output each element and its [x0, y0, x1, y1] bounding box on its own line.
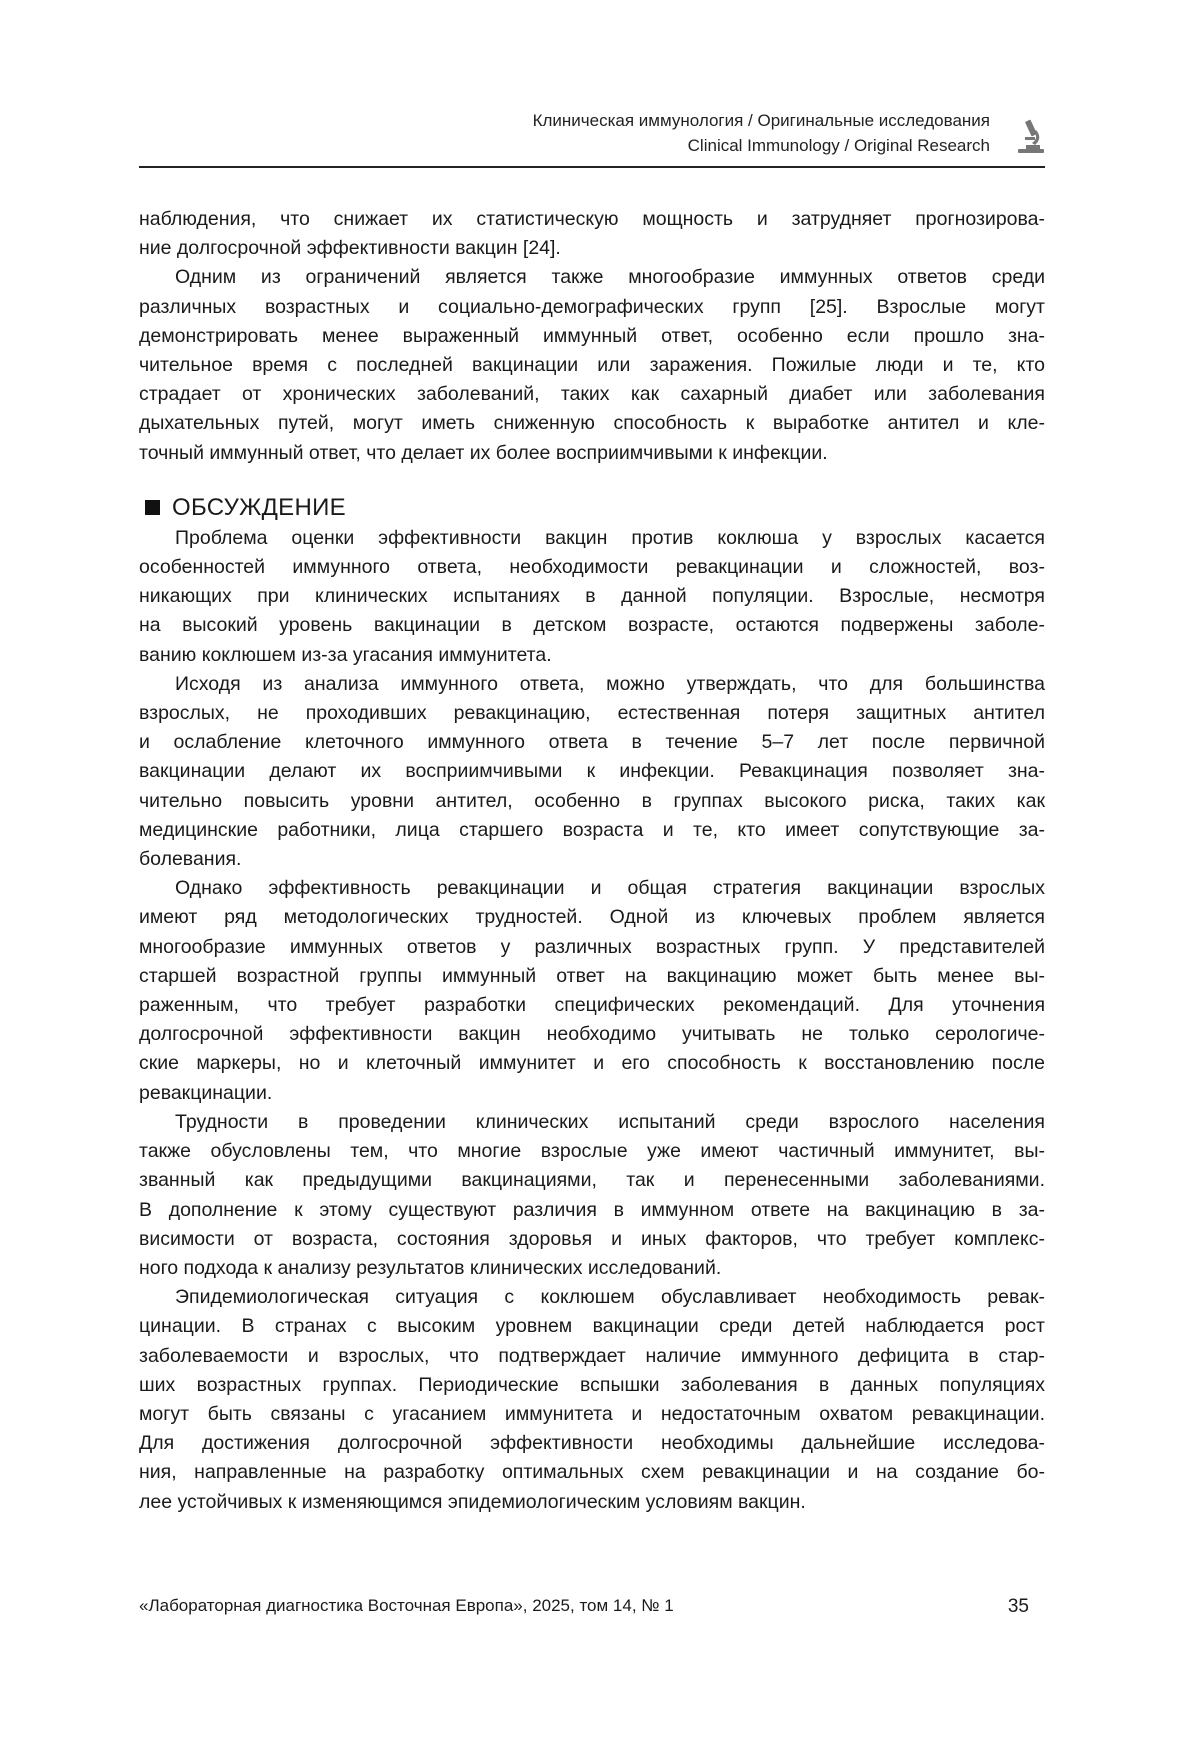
paragraph — [139, 524, 1045, 670]
text-line: ние долгосрочной эффективности вакцин [24]. — [139, 234, 1045, 263]
text-line: старшей возрастной группы иммунный ответ на вакцинацию может быть менее вы- — [139, 962, 1045, 991]
paragraph — [139, 263, 1045, 467]
text-line: Однако эффективность ревакцинации и общая стратегия вакцинации взрослых — [139, 874, 1045, 903]
text-line: Одним из ограничений является также многообразие иммунных ответов среди — [139, 263, 1045, 292]
text-line: чительно повысить уровни антител, особенно в группах высокого риска, таких как — [139, 787, 1045, 816]
text-line: вакцинации делают их восприимчивыми к инфекции. Ревакцинация позволяет зна- — [139, 757, 1045, 786]
text-line: взрослых, не проходивших ревакцинацию, естественная потеря защитных антител — [139, 699, 1045, 728]
paragraph — [139, 874, 1045, 1108]
text-line: болевания. — [139, 845, 1045, 874]
text-line: долгосрочной эффективности вакцин необходимо учитывать не только серологиче- — [139, 1020, 1045, 1049]
running-header — [533, 108, 990, 158]
article-body — [139, 205, 1045, 1517]
text-line: висимости от возраста, состояния здоровья и иных факторов, что требует комплекс- — [139, 1225, 1045, 1254]
text-line: Исходя из анализа иммунного ответа, можно утверждать, что для большинства — [139, 670, 1045, 699]
text-line: лее устойчивых к изменяющимся эпидемиологическим условиям вакцин. — [139, 1488, 1045, 1517]
text-line: имеют ряд методологических трудностей. Одной из ключевых проблем является — [139, 903, 1045, 932]
header-title-ru: Клиническая иммунология / Оригинальные исследования — [533, 108, 990, 133]
paragraph — [139, 1283, 1045, 1517]
text-line: точный иммунный ответ, что делает их более восприимчивыми к инфекции. — [139, 439, 1045, 468]
text-line: Для достижения долгосрочной эффективности необходимы дальнейшие исследова- — [139, 1429, 1045, 1458]
page-footer — [139, 1596, 1045, 1618]
text-line: могут быть связаны с угасанием иммунитета и недостаточным охватом ревакцинации. — [139, 1400, 1045, 1429]
text-line: Эпидемиологическая ситуация с коклюшем обуславливает необходимость ревак- — [139, 1283, 1045, 1312]
text-line: ших возрастных группах. Периодические вспышки заболевания в данных популяциях — [139, 1371, 1045, 1400]
header-rule — [139, 166, 1045, 168]
text-line: различных возрастных и социально-демографических групп [25]. Взрослые могут — [139, 293, 1045, 322]
text-line: заболеваемости и взрослых, что подтверждает наличие иммунного дефицита в стар- — [139, 1342, 1045, 1371]
text-line: чительное время с последней вакцинации или заражения. Пожилые люди и те, кто — [139, 351, 1045, 380]
text-line: на высокий уровень вакцинации в детском возрасте, остаются подвержены заболе- — [139, 611, 1045, 640]
text-line: многообразие иммунных ответов у различных возрастных групп. У представителей — [139, 933, 1045, 962]
text-line: ские маркеры, но и клеточный иммунитет и его способность к восстановлению после — [139, 1049, 1045, 1078]
text-line: раженным, что требует разработки специфических рекомендаций. Для уточнения — [139, 991, 1045, 1020]
text-line: цинации. В странах с высоким уровнем вакцинации среди детей наблюдается рост — [139, 1312, 1045, 1341]
text-line: Проблема оценки эффективности вакцин против коклюша у взрослых касается — [139, 524, 1045, 553]
paragraph — [139, 1108, 1045, 1283]
text-line: ного подхода к анализу результатов клинических исследований. — [139, 1254, 1045, 1283]
text-line: Трудности в проведении клинических испытаний среди взрослого населения — [139, 1108, 1045, 1137]
text-line: медицинские работники, лица старшего возраста и те, кто имеет сопутствующие за- — [139, 816, 1045, 845]
text-line: особенностей иммунного ответа, необходимости ревакцинации и сложностей, воз- — [139, 553, 1045, 582]
text-line: также обусловлены тем, что многие взрослые уже имеют частичный иммунитет, вы- — [139, 1137, 1045, 1166]
paragraph — [139, 205, 1045, 263]
text-line: никающих при клинических испытаниях в данной популяции. Взрослые, несмотря — [139, 582, 1045, 611]
page-number: 35 — [1008, 1596, 1029, 1618]
square-bullet-icon — [145, 500, 160, 515]
section-heading-text: ОБСУЖДЕНИЕ — [172, 492, 346, 524]
text-line: и ослабление клеточного иммунного ответа в течение 5–7 лет после первичной — [139, 728, 1045, 757]
text-line: ревакцинации. — [139, 1079, 1045, 1108]
text-line: званный как предыдущими вакцинациями, так и перенесенными заболеваниями. — [139, 1166, 1045, 1195]
text-line: В дополнение к этому существуют различия в иммунном ответе на вакцинацию в за- — [139, 1196, 1045, 1225]
text-line: наблюдения, что снижает их статистическую мощность и затрудняет прогнозирова- — [139, 205, 1045, 234]
header-title-en: Clinical Immunology / Original Research — [533, 133, 990, 158]
section-heading — [139, 492, 1045, 524]
text-line: ния, направленные на разработку оптимальных схем ревакцинации и на создание бо- — [139, 1458, 1045, 1487]
paragraph — [139, 670, 1045, 874]
paragraphs-after — [139, 524, 1045, 1517]
text-line: демонстрировать менее выраженный иммунный ответ, особенно если прошло зна- — [139, 322, 1045, 351]
text-line: дыхательных путей, могут иметь сниженную способность к выработке антител и кле- — [139, 409, 1045, 438]
paragraphs-before — [139, 205, 1045, 468]
journal-citation: «Лабораторная диагностика Восточная Европа», 2025, том 14, № 1 — [139, 1596, 674, 1618]
text-line: ванию коклюшем из-за угасания иммунитета. — [139, 641, 1045, 670]
microscope-icon — [1016, 118, 1046, 154]
text-line: страдает от хронических заболеваний, таких как сахарный диабет или заболевания — [139, 380, 1045, 409]
